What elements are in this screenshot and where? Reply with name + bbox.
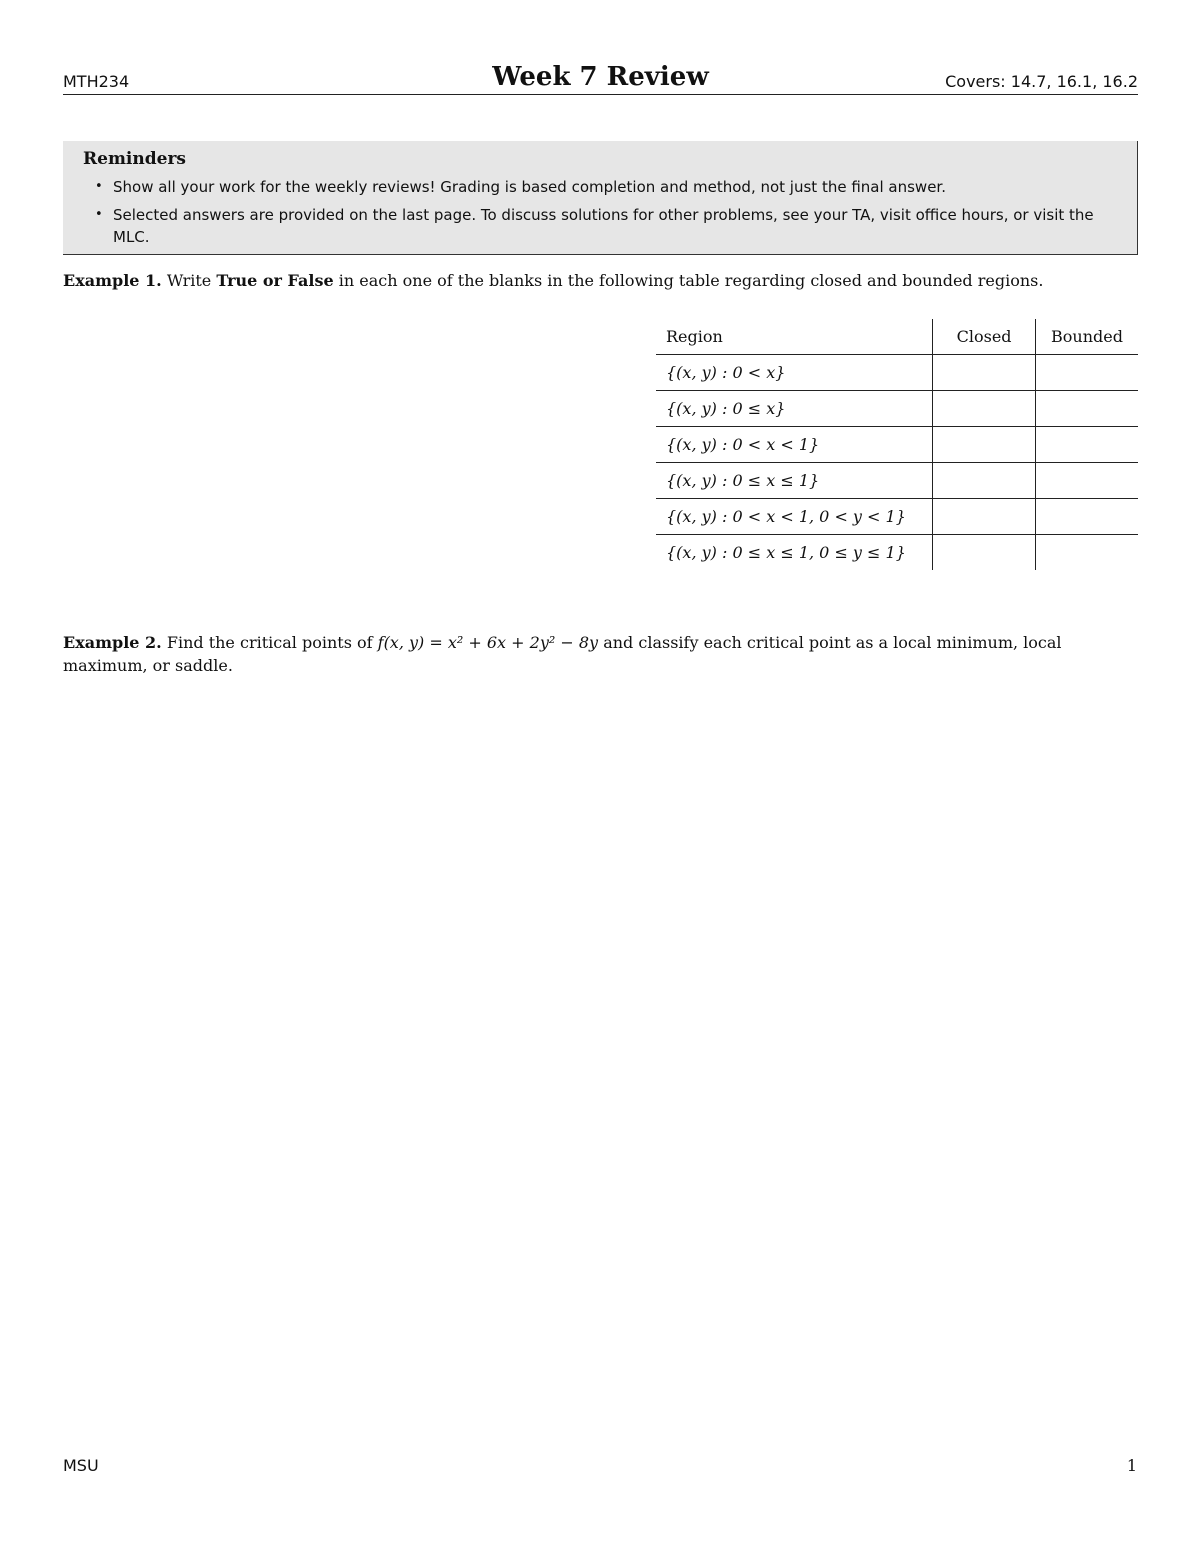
example-1-text-after: in each one of the blanks in the following table regarding closed and bounded regions. <box>338 271 1044 290</box>
footer-institution: MSU <box>63 1456 99 1475</box>
header-bounded: Bounded <box>1036 319 1138 355</box>
course-code: MTH234 <box>63 72 130 91</box>
regions-table <box>656 319 1138 570</box>
closed-blank[interactable] <box>933 499 1036 535</box>
table-row <box>656 499 1138 535</box>
table-row <box>656 535 1138 571</box>
example-2-text-after: and classify each critical point as a local minimum, local maximum, or saddle. <box>63 633 1062 675</box>
table-row <box>656 355 1138 391</box>
table-header-row <box>656 319 1138 355</box>
reminder-item <box>83 204 1121 248</box>
example-2 <box>63 631 1138 677</box>
closed-blank[interactable] <box>933 391 1036 427</box>
example-1-text-before: Write <box>166 271 212 290</box>
header-region: Region <box>656 319 933 355</box>
example-2-function: f(x, y) = x² + 6x + 2y² − 8y <box>377 633 599 652</box>
header-closed: Closed <box>933 319 1036 355</box>
table-row <box>656 463 1138 499</box>
reminder-item <box>83 176 1121 198</box>
table-row <box>656 427 1138 463</box>
region-cell: {(x, y) : 0 ≤ x ≤ 1, 0 ≤ y ≤ 1} <box>666 543 906 562</box>
closed-blank[interactable] <box>933 355 1036 391</box>
reminder-text: Selected answers are provided on the last page. To discuss solutions for other problems, see your TA, visit office hours, or visit the MLC. <box>113 206 1094 246</box>
bounded-blank[interactable] <box>1036 427 1138 463</box>
region-cell: {(x, y) : 0 < x < 1, 0 < y < 1} <box>656 499 933 535</box>
reminders-list <box>83 176 1121 248</box>
example-1 <box>63 269 1138 292</box>
region-cell: {(x, y) : 0 ≤ x} <box>656 391 933 427</box>
page-number: 1 <box>1126 1456 1137 1475</box>
table-row <box>656 391 1138 427</box>
example-1-bold-phrase: True or False <box>216 271 334 290</box>
bullet-icon: • <box>95 179 103 194</box>
bounded-blank[interactable] <box>1036 391 1138 427</box>
reminders-title: Reminders <box>83 149 186 169</box>
region-cell: {(x, y) : 0 < x} <box>656 355 933 391</box>
example-2-label: Example 2. <box>63 633 162 652</box>
closed-blank[interactable] <box>933 463 1036 499</box>
bullet-icon: • <box>95 207 103 222</box>
example-2-text-before: Find the critical points of <box>166 633 373 652</box>
bounded-blank[interactable] <box>1036 355 1138 391</box>
example-1-label: Example 1. <box>63 271 162 290</box>
page-header <box>63 62 1138 95</box>
reminders-box <box>63 141 1138 255</box>
reminder-text: Show all your work for the weekly reviews! Grading is based completion and method, not just the final answer. <box>113 178 946 196</box>
region-cell: {(x, y) : 0 ≤ x ≤ 1} <box>656 463 933 499</box>
closed-blank[interactable] <box>933 427 1036 463</box>
closed-blank[interactable] <box>933 535 1036 571</box>
bounded-blank[interactable] <box>1036 499 1138 535</box>
region-cell: {(x, y) : 0 < x < 1} <box>656 427 933 463</box>
page-title: Week 7 Review <box>492 62 709 92</box>
bounded-blank[interactable] <box>1036 463 1138 499</box>
bounded-blank[interactable] <box>1036 535 1138 571</box>
covers-sections: Covers: 14.7, 16.1, 16.2 <box>945 72 1138 91</box>
